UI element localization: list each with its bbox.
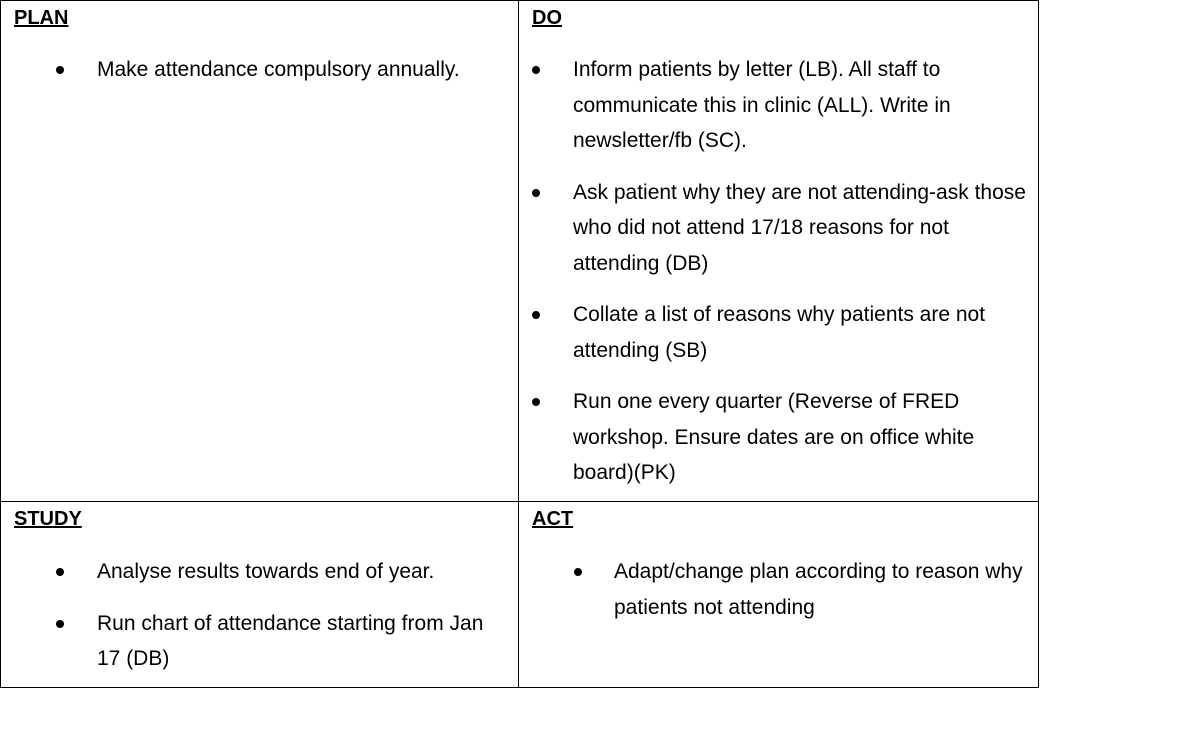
plan-heading: PLAN xyxy=(14,7,69,29)
bullet-dot-icon xyxy=(56,620,64,628)
do-list xyxy=(532,52,1038,491)
study-item-text: Run chart of attendance starting from Jan 17 (DB) xyxy=(97,611,484,670)
plan-item xyxy=(97,52,510,88)
bullet-dot-icon xyxy=(532,311,540,319)
do-item-text: Collate a list of reasons why patients are not attending (SB) xyxy=(573,303,986,362)
table-row-top xyxy=(1,1,1039,502)
plan-cell xyxy=(1,1,519,502)
plan-item-text: Make attendance compulsory annually. xyxy=(97,58,460,81)
act-heading: ACT xyxy=(532,508,574,530)
do-item xyxy=(573,175,1030,282)
plan-list xyxy=(14,52,518,88)
bullet-dot-icon xyxy=(532,66,540,74)
act-item-text: Adapt/change plan according to reason why patients not attending xyxy=(614,560,1023,619)
do-item-text: Inform patients by letter (LB). All staff to communicate this in clinic (ALL). Write in newsletter/fb (SC). xyxy=(573,58,951,152)
study-item xyxy=(97,554,510,590)
bullet-dot-icon xyxy=(532,189,540,197)
do-item xyxy=(573,384,1030,491)
study-heading: STUDY xyxy=(14,508,82,530)
do-item xyxy=(573,52,1030,159)
act-list xyxy=(532,554,1038,625)
act-item xyxy=(614,554,1030,625)
do-cell xyxy=(519,1,1039,502)
do-item-text: Run one every quarter (Reverse of FRED workshop. Ensure dates are on office white board)(PK) xyxy=(573,390,975,484)
do-item-text: Ask patient why they are not attending-ask those who did not attend 17/18 reasons for not attending (DB) xyxy=(573,180,1026,275)
bullet-dot-icon xyxy=(532,398,540,406)
act-cell xyxy=(519,502,1039,688)
do-heading: DO xyxy=(532,7,562,29)
bullet-dot-icon xyxy=(56,568,64,576)
table-row-bottom xyxy=(1,502,1039,688)
study-item xyxy=(97,606,510,677)
study-list xyxy=(14,554,518,677)
bullet-dot-icon xyxy=(574,568,582,576)
do-item xyxy=(573,297,1030,368)
bullet-dot-icon xyxy=(56,66,64,74)
study-cell xyxy=(1,502,519,688)
study-item-text: Analyse results towards end of year. xyxy=(97,560,435,583)
